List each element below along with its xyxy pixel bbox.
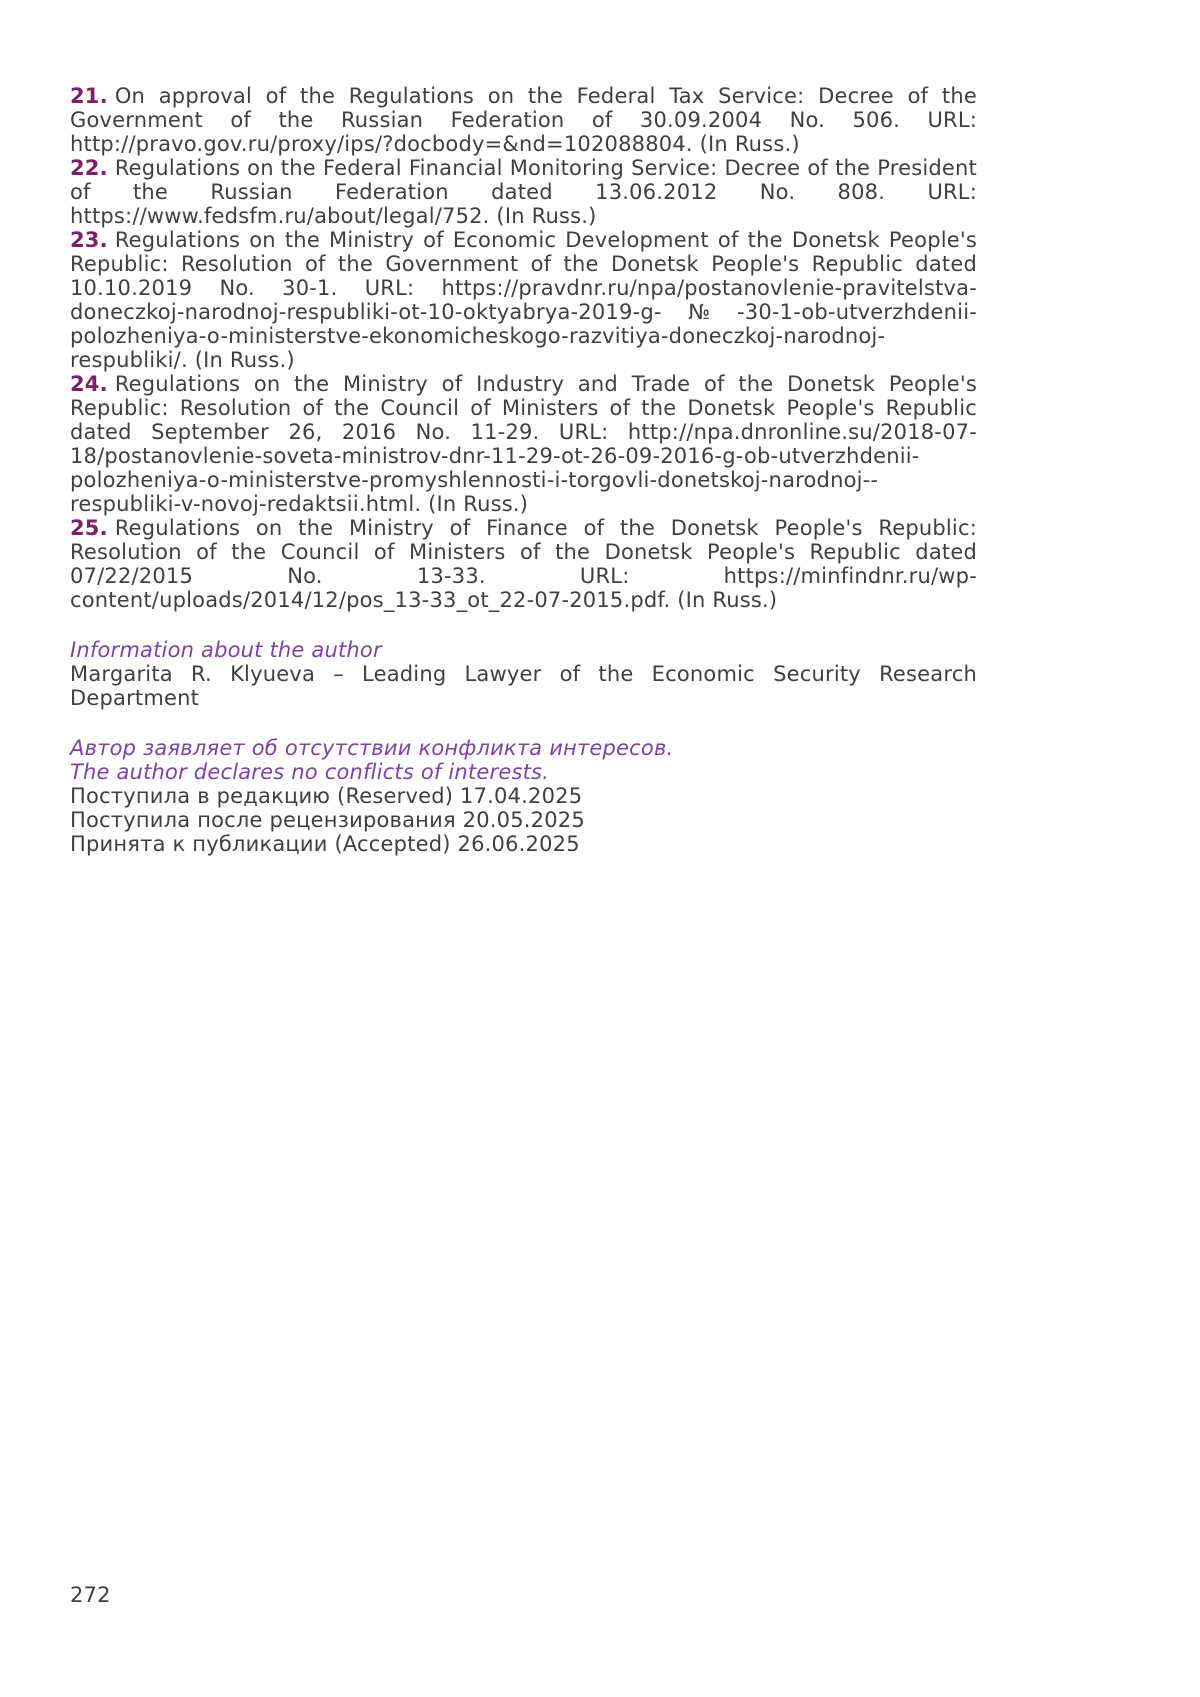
conflict-statement-english: The author declares no conflicts of interests. (70, 760, 550, 784)
reference-number: 24. (70, 372, 108, 396)
reference-number: 23. (70, 228, 108, 252)
reference-text: Regulations on the Ministry of Industry and Trade of the Donetsk People's Republic: Resolution of the Council of Ministers of the Donetsk People's Republic dated September 26, 2016 No. 11-29. URL: http://npa.dnronline.su/2018-07-18/postanovlenie-soveta-ministrov-dnr-11-29-ot-26-09-2016-g-ob-utverzhdenii-polozheniya-o-ministerstve-promyshlennosti-i-torgovli-donetskoj-narodnoj--respubliki-v-novoj-redaktsii.html. (In Russ.) (70, 372, 977, 516)
references-list (70, 84, 977, 612)
reference-item (70, 516, 977, 612)
reference-item (70, 372, 977, 516)
date-received: Поступила в редакцию (Reserved) 17.04.2025 (70, 784, 583, 808)
reference-number: 25. (70, 516, 108, 540)
author-info-heading: Information about the author (70, 638, 382, 662)
reference-text: Regulations on the Ministry of Economic Development of the Donetsk People's Republic: Resolution of the Government of the Donetsk People's Republic dated 10.10.2019 No. 30-1. URL: https://pravdnr.ru/npa/postanovlenie-pravitelstva-doneczkoj-narodnoj-respubliki-ot-10-oktyabrya-2019-g-№-30-1-ob-utverzhdenii-polozheniya-o-ministerstve-ekonomicheskogo-razvitiya-doneczkoj-narodnoj-respubliki/. (In Russ.) (70, 228, 977, 372)
page-number: 272 (70, 1583, 111, 1607)
reference-text: Regulations on the Ministry of Finance of the Donetsk People's Republic: Resolution of the Council of Ministers of the Donetsk People's Republic dated 07/22/2015 No. 13-33. URL: https://minfindnr.ru/wp-content/uploads/2014/12/pos_13-33_ot_22-07-2015.pdf. (In Russ.) (70, 516, 977, 612)
date-accepted: Принята к публикации (Accepted) 26.06.2025 (70, 832, 580, 856)
reference-text: Regulations on the Federal Financial Monitoring Service: Decree of the President of the Russian Federation dated 13.06.2012 No. 808. URL: https://www.fedsfm.ru/about/legal/752. (In Russ.) (70, 156, 977, 228)
reference-item (70, 84, 977, 156)
reference-item (70, 228, 977, 372)
reference-number: 21. (70, 84, 108, 108)
reference-number: 22. (70, 156, 108, 180)
conflict-statement-russian: Автор заявляет об отсутствии конфликта интересов. (70, 736, 674, 760)
author-info-text: Margarita R. Klyueva – Leading Lawyer of the Economic Security Research Department (70, 662, 977, 710)
date-after-review: Поступила после рецензирования 20.05.2025 (70, 808, 585, 832)
reference-item (70, 156, 977, 228)
reference-text: On approval of the Regulations on the Federal Tax Service: Decree of the Government of the Russian Federation of 30.09.2004 No. 506. URL: http://pravo.gov.ru/proxy/ips/?docbody=&nd=102088804. (In Russ.) (70, 84, 977, 156)
